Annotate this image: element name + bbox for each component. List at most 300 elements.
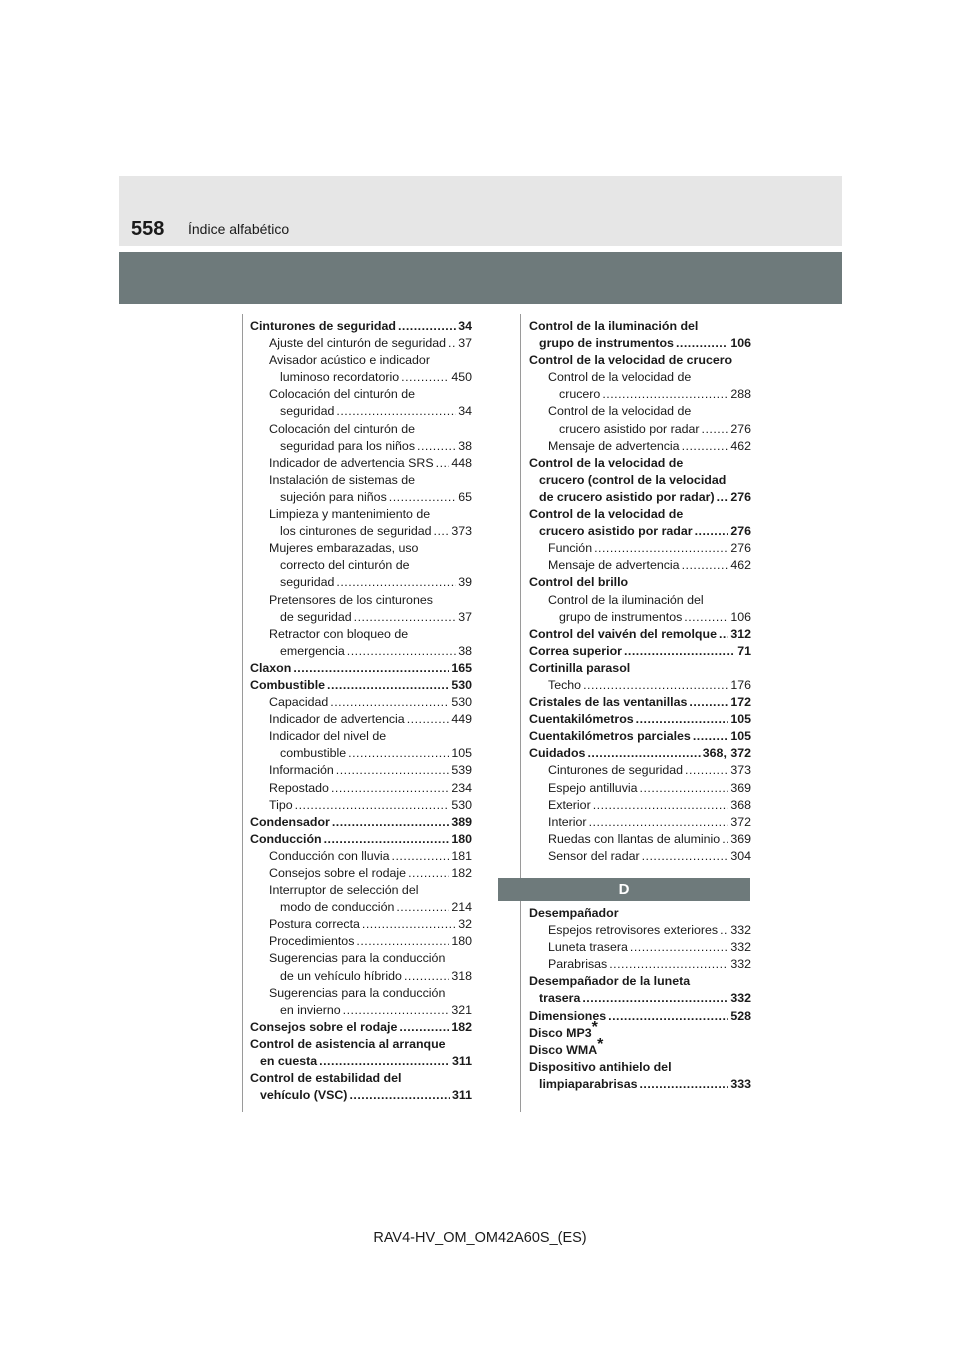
index-entry-line <box>250 592 472 609</box>
entry-label: Consejos sobre el rodaje <box>269 866 407 880</box>
entry-label: Condensador <box>250 814 330 829</box>
dot-leader <box>392 848 450 865</box>
entry-label: Control del vaivén del remolque <box>529 626 717 641</box>
index-entry <box>529 762 751 779</box>
entry-label: Claxon <box>250 660 292 675</box>
entry-page: 105 <box>451 746 472 761</box>
dot-leader <box>330 694 449 711</box>
entry-label: Limpieza y mantenimiento de <box>269 507 431 522</box>
index-entry <box>529 489 751 506</box>
entry-label: seguridad para los niños <box>280 438 416 453</box>
index-entry <box>250 711 472 728</box>
dot-leader <box>417 438 456 455</box>
entry-label: Desempañador de la luneta <box>529 974 691 989</box>
index-entry-line <box>529 506 751 523</box>
index-entry <box>529 694 751 711</box>
entry-page: 182 <box>451 1019 472 1034</box>
dot-leader <box>336 762 450 779</box>
entry-page: 39 <box>458 575 472 590</box>
dot-leader <box>720 922 728 939</box>
index-entry <box>250 797 472 814</box>
dot-leader <box>722 831 728 848</box>
index-entry <box>529 780 751 797</box>
entry-page: 528 <box>730 1008 751 1023</box>
entry-page: 182 <box>451 866 472 880</box>
index-entry <box>250 933 472 950</box>
dot-leader <box>630 939 728 956</box>
dot-leader <box>356 933 449 950</box>
dot-leader <box>434 523 450 540</box>
entry-label: Postura correcta <box>269 917 360 932</box>
index-entry-line <box>250 1070 472 1087</box>
entry-label: Mujeres embarazadas, uso <box>269 541 419 556</box>
dot-leader <box>349 1087 450 1104</box>
index-entry <box>529 797 751 814</box>
entry-page: 71 <box>737 643 751 658</box>
index-entry-line <box>529 472 751 489</box>
entry-label: Parabrisas <box>548 957 608 972</box>
entry-page: 288 <box>730 387 751 402</box>
entry-page: 276 <box>730 541 751 556</box>
index-entry <box>250 865 472 882</box>
entry-page: 276 <box>730 421 751 436</box>
entry-label: Ruedas con llantas de aluminio <box>548 831 721 846</box>
index-entry <box>250 831 472 848</box>
entry-label: grupo de instrumentos <box>559 609 683 624</box>
entry-label: Pretensores de los cinturones <box>269 592 433 607</box>
column-rule-right <box>520 314 521 1112</box>
index-entry <box>250 335 472 352</box>
index-entry <box>529 438 751 455</box>
dot-leader <box>689 694 728 711</box>
entry-label: Función <box>548 541 593 556</box>
dot-leader <box>401 369 449 386</box>
section-letter-d: D <box>498 878 750 901</box>
entry-label: Avisador acústico e indicador <box>269 353 430 368</box>
index-entry <box>250 745 472 762</box>
dot-leader <box>602 386 728 403</box>
index-entry <box>250 455 472 472</box>
index-entry <box>250 574 472 591</box>
entry-page: 373 <box>451 524 472 539</box>
entry-label: correcto del cinturón de <box>280 558 410 573</box>
entry-page: 321 <box>451 1002 472 1017</box>
entry-page: 530 <box>451 797 472 812</box>
entry-page: 368, 372 <box>702 746 751 761</box>
entry-label: Retractor con bloqueo de <box>269 626 409 641</box>
dot-leader <box>396 899 449 916</box>
entry-label: Cinturones de seguridad <box>250 319 396 333</box>
index-entry-line <box>529 318 751 335</box>
dot-leader <box>609 956 728 973</box>
entry-label: Sugerencias para la conducción <box>269 951 446 966</box>
dot-leader <box>582 990 728 1007</box>
dot-leader <box>676 335 728 352</box>
index-entry <box>250 780 472 797</box>
dot-leader <box>362 916 456 933</box>
entry-label: limpiaparabrisas <box>539 1076 638 1091</box>
entry-label: Control de la velocidad de <box>529 455 684 470</box>
index-entry <box>529 626 751 643</box>
index-entry <box>250 916 472 933</box>
entry-label: de seguridad <box>280 609 352 624</box>
entry-page: 38 <box>458 438 472 453</box>
dot-leader <box>593 797 729 814</box>
dot-leader <box>389 489 456 506</box>
entry-label: seguridad <box>280 575 335 590</box>
index-entry <box>529 956 751 973</box>
entry-page: 311 <box>452 1054 472 1069</box>
index-entry-line <box>250 985 472 1002</box>
dot-leader <box>293 660 449 677</box>
entry-page: 333 <box>730 1076 751 1091</box>
index-column-left <box>250 318 472 1104</box>
index-entry-line <box>250 882 472 899</box>
entry-page: 311 <box>452 1088 472 1103</box>
entry-page: 214 <box>451 900 472 915</box>
entry-label: Control de la velocidad de <box>548 370 692 385</box>
index-entry-line <box>529 1059 751 1076</box>
index-entry-line <box>529 973 751 990</box>
entry-label: crucero (control de la velocidad <box>539 472 727 487</box>
entry-page: 180 <box>451 934 472 949</box>
index-entry-line <box>250 352 472 369</box>
entry-page: 369 <box>730 831 751 846</box>
dot-leader <box>331 780 449 797</box>
entry-page: 530 <box>451 695 472 710</box>
entry-label: en cuesta <box>260 1054 318 1069</box>
dot-leader <box>639 1076 728 1093</box>
entry-page: 105 <box>730 729 751 744</box>
entry-label: Mensaje de advertencia <box>548 558 680 573</box>
entry-label: Control de la velocidad de crucero <box>529 353 733 368</box>
entry-label: Cuentakilómetros <box>529 712 634 727</box>
index-section-d <box>529 905 751 1093</box>
index-entry-line <box>529 660 751 677</box>
entry-page: 180 <box>451 831 472 846</box>
entry-page: 165 <box>451 660 472 675</box>
index-entry-line <box>250 540 472 557</box>
index-entry-line <box>529 455 751 472</box>
index-entry-line <box>529 592 751 609</box>
entry-page: 106 <box>730 336 751 351</box>
index-entry <box>250 968 472 985</box>
entry-label: Capacidad <box>269 695 329 710</box>
dot-leader <box>608 1008 728 1025</box>
index-entry-line <box>250 386 472 403</box>
index-entry <box>529 711 751 728</box>
index-entry <box>529 540 751 557</box>
index-entry-line <box>250 950 472 967</box>
entry-label: luminoso recordatorio <box>280 370 400 385</box>
entry-label: Procedimientos <box>269 934 355 949</box>
dot-leader <box>636 711 729 728</box>
index-entry <box>250 660 472 677</box>
entry-page: 318 <box>451 968 472 983</box>
index-column-right <box>529 318 751 865</box>
entry-page: 368 <box>730 797 751 812</box>
section-title: Índice alfabético <box>188 221 290 237</box>
index-entry <box>529 386 751 403</box>
dot-leader <box>640 780 729 797</box>
entry-page: 181 <box>451 848 472 863</box>
entry-page: 332 <box>730 957 751 972</box>
index-entry <box>250 403 472 420</box>
dot-leader <box>332 814 449 831</box>
index-entry <box>250 814 472 831</box>
index-entry-line <box>250 506 472 523</box>
entry-label: trasera <box>539 991 581 1006</box>
index-entry-line <box>529 1035 751 1059</box>
dot-leader <box>702 421 729 438</box>
index-entry <box>250 899 472 916</box>
entry-page: 539 <box>451 763 472 778</box>
dot-leader <box>354 609 457 626</box>
entry-page: 172 <box>730 695 751 710</box>
entry-label: emergencia <box>280 643 345 658</box>
index-entry <box>529 335 751 352</box>
index-entry <box>529 643 751 660</box>
dot-leader <box>719 626 728 643</box>
entry-label: Ajuste del cinturón de seguridad <box>269 336 447 351</box>
entry-label: Conducción <box>250 831 322 846</box>
entry-label: crucero asistido por radar <box>539 524 693 539</box>
entry-label: grupo de instrumentos <box>539 336 674 351</box>
entry-label: Indicador de advertencia SRS <box>269 455 434 470</box>
page-number: 558 <box>131 218 165 240</box>
dot-leader <box>399 1019 449 1036</box>
index-entry <box>529 990 751 1007</box>
entry-page: 449 <box>451 712 472 727</box>
index-entry <box>529 728 751 745</box>
entry-label: Repostado <box>269 780 329 795</box>
index-entry <box>529 523 751 540</box>
entry-page: 462 <box>730 558 751 573</box>
index-entry <box>250 1019 472 1036</box>
entry-label: Sugerencias para la conducción <box>269 985 446 1000</box>
entry-page: 332 <box>730 991 751 1006</box>
entry-label: en invierno <box>280 1002 341 1017</box>
entry-label: Luneta trasera <box>548 940 628 955</box>
index-entry <box>529 939 751 956</box>
index-entry <box>529 557 751 574</box>
dot-leader <box>343 1002 450 1019</box>
entry-label: Control de estabilidad del <box>250 1071 402 1086</box>
entry-label: Disco WMA <box>529 1042 598 1057</box>
index-entry <box>529 814 751 831</box>
index-entry-line <box>529 403 751 420</box>
entry-label: Desempañador <box>529 906 619 920</box>
index-entry <box>250 438 472 455</box>
entry-page: 37 <box>458 336 472 351</box>
entry-page: 276 <box>730 524 751 539</box>
section-banner <box>119 252 842 304</box>
index-entry <box>529 848 751 865</box>
entry-label: Mensaje de advertencia <box>548 438 680 453</box>
entry-page: 105 <box>730 712 751 727</box>
entry-page: 304 <box>730 848 751 863</box>
entry-page: 38 <box>458 643 472 658</box>
document-code: RAV4-HV_OM_OM42A60S_(ES) <box>373 1230 587 1246</box>
entry-label: Cortinilla parasol <box>529 660 631 675</box>
entry-label: Cuidados <box>529 746 586 761</box>
entry-label: Control del brillo <box>529 575 629 590</box>
entry-label: Colocación del cinturón de <box>269 421 416 436</box>
dot-leader <box>408 865 449 882</box>
dot-leader <box>583 677 728 694</box>
dot-leader <box>693 728 728 745</box>
entry-label: Cristales de las ventanillas <box>529 695 688 710</box>
index-entry-line <box>250 557 472 574</box>
entry-page: 234 <box>451 780 472 795</box>
entry-page: 34 <box>458 404 472 419</box>
entry-page: 369 <box>730 780 751 795</box>
entry-label: Control de la velocidad de <box>529 507 684 522</box>
dot-leader <box>319 1053 450 1070</box>
entry-page: 448 <box>451 455 472 470</box>
entry-label: de crucero asistido por radar) <box>539 489 715 504</box>
entry-label: Control de la velocidad de <box>548 404 692 419</box>
entry-label: sujeción para niños <box>280 489 387 504</box>
index-entry <box>529 677 751 694</box>
entry-label: crucero <box>559 387 601 402</box>
dot-leader <box>682 438 729 455</box>
entry-label: vehículo (VSC) <box>260 1088 348 1103</box>
entry-label: seguridad <box>280 404 335 419</box>
index-entry <box>250 1053 472 1070</box>
entry-page: 389 <box>451 814 472 829</box>
index-entry <box>250 848 472 865</box>
dot-leader <box>684 609 728 626</box>
dot-leader <box>407 711 450 728</box>
dot-leader <box>695 523 729 540</box>
dot-leader <box>348 745 449 762</box>
dot-leader <box>587 745 700 762</box>
index-entry <box>250 1087 472 1104</box>
entry-label: Colocación del cinturón de <box>269 387 416 402</box>
dot-leader <box>398 318 456 335</box>
footnote-star: * <box>591 1018 598 1036</box>
entry-label: Tipo <box>269 797 293 812</box>
entry-label: combustible <box>280 746 347 761</box>
dot-leader <box>336 403 456 420</box>
index-entry <box>529 1008 751 1025</box>
entry-page: 372 <box>730 814 751 829</box>
dot-leader <box>336 574 456 591</box>
entry-label: Control de asistencia al arranque <box>250 1036 446 1051</box>
entry-label: Disco MP3 <box>529 1025 592 1040</box>
entry-page: 65 <box>458 489 472 504</box>
dot-leader <box>347 643 456 660</box>
index-entry <box>250 523 472 540</box>
index-entry <box>250 609 472 626</box>
entry-page: 332 <box>730 923 751 938</box>
entry-page: 34 <box>458 319 472 333</box>
index-entry-line <box>250 728 472 745</box>
entry-page: 462 <box>730 438 751 453</box>
entry-page: 450 <box>451 370 472 385</box>
entry-label: Cinturones de seguridad <box>548 763 684 778</box>
entry-page: 332 <box>730 940 751 955</box>
entry-label: Interruptor de selección del <box>269 883 419 898</box>
dot-leader <box>324 831 450 848</box>
entry-label: Interior <box>548 814 587 829</box>
index-entry-line <box>250 1036 472 1053</box>
entry-page: 106 <box>730 609 751 624</box>
index-entry-line <box>529 369 751 386</box>
entry-page: 32 <box>458 917 472 932</box>
dot-leader <box>436 455 450 472</box>
entry-label: Dimensiones <box>529 1008 607 1023</box>
index-entry <box>250 489 472 506</box>
entry-page: 530 <box>451 677 472 692</box>
entry-label: Cuentakilómetros parciales <box>529 729 691 744</box>
index-entry <box>250 762 472 779</box>
entry-label: Techo <box>548 677 582 692</box>
index-entry <box>529 1076 751 1093</box>
entry-label: Dispositivo antihielo del <box>529 1059 672 1074</box>
dot-leader <box>685 762 728 779</box>
entry-label: Correa superior <box>529 643 622 658</box>
entry-label: Instalación de sistemas de <box>269 472 416 487</box>
entry-label: Conducción con lluvia <box>269 848 390 863</box>
dot-leader <box>589 814 729 831</box>
index-entry <box>250 643 472 660</box>
entry-page: 37 <box>458 609 472 624</box>
index-entry-line <box>529 352 751 369</box>
dot-leader <box>404 968 449 985</box>
index-entry-line <box>529 905 751 922</box>
index-entry <box>250 694 472 711</box>
dot-leader <box>594 540 728 557</box>
index-entry <box>529 922 751 939</box>
entry-label: Control de la iluminación del <box>529 319 699 333</box>
index-entry <box>250 369 472 386</box>
entry-page: 276 <box>730 489 751 504</box>
dot-leader <box>642 848 729 865</box>
entry-label: Consejos sobre el rodaje <box>250 1019 398 1034</box>
entry-label: los cinturones de seguridad <box>280 524 432 539</box>
index-entry <box>529 831 751 848</box>
entry-page: 176 <box>730 677 751 692</box>
entry-label: crucero asistido por radar <box>559 421 700 436</box>
dot-leader <box>327 677 449 694</box>
index-entry <box>529 421 751 438</box>
entry-page: 373 <box>730 763 751 778</box>
dot-leader <box>295 797 450 814</box>
entry-label: Indicador del nivel de <box>269 729 387 744</box>
entry-label: de un vehículo híbrido <box>280 968 402 983</box>
entry-label: Exterior <box>548 797 591 812</box>
dot-leader <box>448 335 456 352</box>
dot-leader <box>624 643 735 660</box>
entry-page: 312 <box>730 626 751 641</box>
footnote-star: * <box>597 1035 604 1053</box>
dot-leader <box>682 557 729 574</box>
index-entry <box>250 318 472 335</box>
index-entry <box>529 609 751 626</box>
index-entry-line <box>529 1018 751 1042</box>
entry-label: Indicador de advertencia <box>269 712 405 727</box>
index-entry-line <box>250 421 472 438</box>
entry-label: Espejo antilluvia <box>548 780 638 795</box>
entry-label: Espejos retrovisores exteriores <box>548 923 719 938</box>
entry-label: Sensor del radar <box>548 848 640 863</box>
index-entry <box>250 677 472 694</box>
entry-label: Información <box>269 763 334 778</box>
index-entry <box>529 745 751 762</box>
index-entry <box>250 1002 472 1019</box>
